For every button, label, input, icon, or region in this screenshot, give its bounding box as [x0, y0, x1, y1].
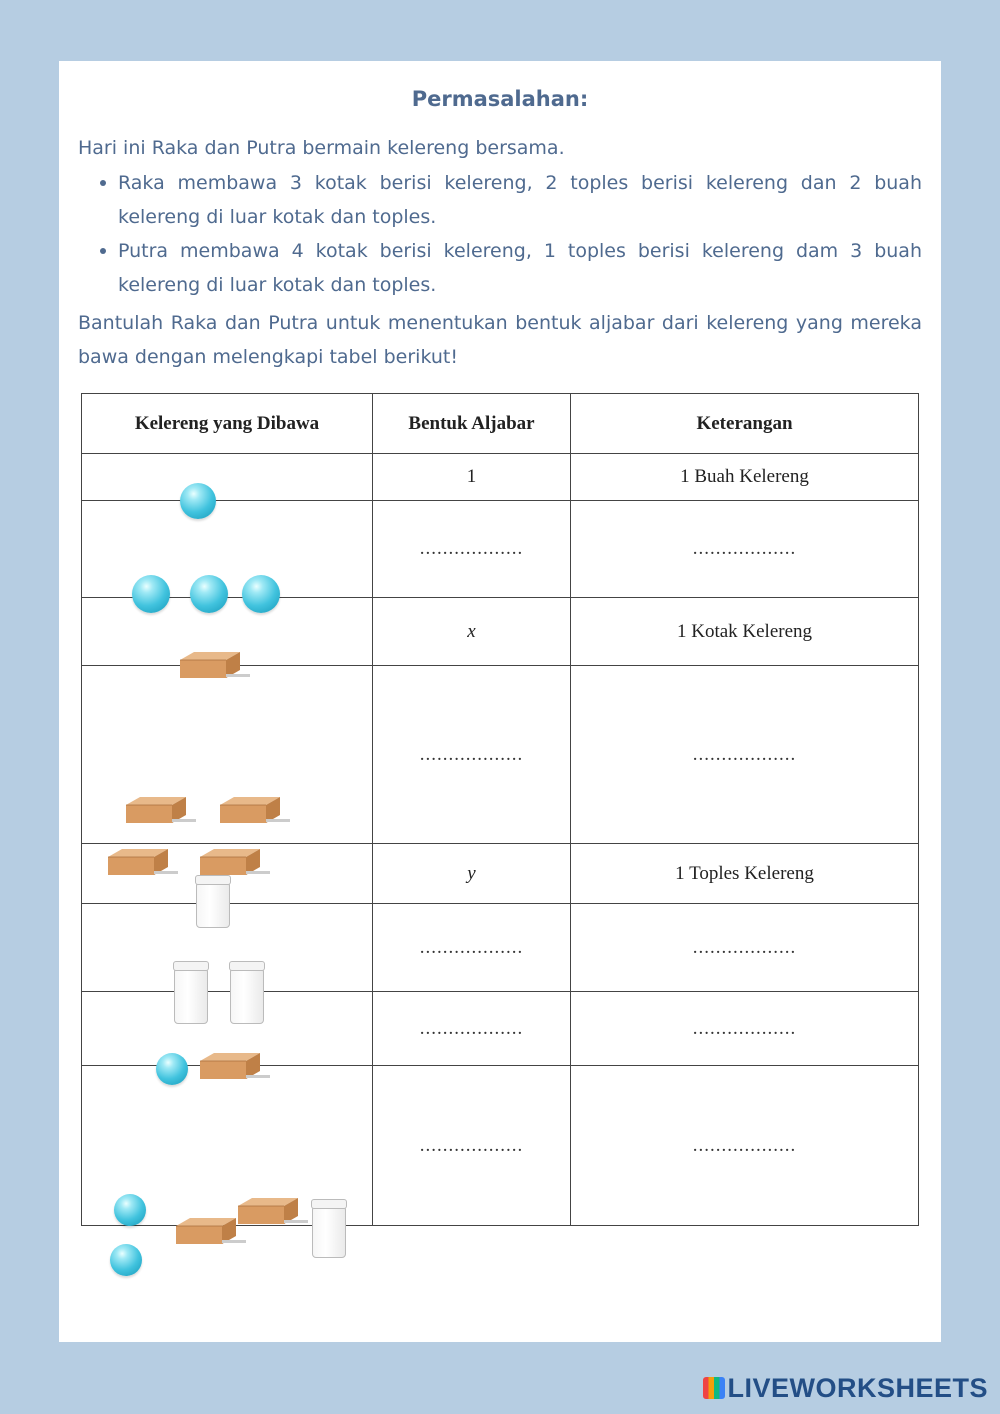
marble-icon: [180, 483, 216, 519]
liveworksheets-logo[interactable]: [703, 1373, 988, 1404]
marble-icon: [242, 575, 280, 613]
box-icon: [108, 847, 178, 877]
aljabar-answer-blank[interactable]: ..................: [373, 666, 571, 844]
bullet-putra: Putra membawa 4 kotak berisi kelereng, 1 toples berisi kelereng dam 3 buah kelereng di luar kotak dan toples.: [78, 234, 922, 302]
keterangan-cell: 1 Kotak Kelereng: [571, 598, 919, 666]
marble-icon: [110, 1244, 142, 1276]
aljabar-answer-blank[interactable]: ..................: [373, 501, 571, 598]
box-icon: [238, 1196, 308, 1226]
keterangan-answer-blank[interactable]: ..................: [571, 904, 919, 992]
problem-bullets: [78, 166, 922, 302]
jar-icon: [312, 1204, 346, 1258]
algebra-table: [81, 393, 919, 1226]
jar-icon: [230, 966, 264, 1024]
problem-title: Permasalahan:: [411, 87, 589, 111]
header-aljabar: Bentuk Aljabar: [373, 394, 571, 454]
box-icon: [176, 1216, 246, 1246]
table-row: [82, 666, 919, 844]
keterangan-cell: 1 Buah Kelereng: [571, 454, 919, 501]
bullet-raka: Raka membawa 3 kotak berisi kelereng, 2 toples berisi kelereng dan 2 buah kelereng di luar kotak dan toples.: [78, 166, 922, 234]
box-icon: [180, 650, 250, 680]
aljabar-answer-blank[interactable]: ..................: [373, 904, 571, 992]
problem-instruction: Bantulah Raka dan Putra untuk menentukan bentuk aljabar dari kelereng yang mereka bawa dengan melengkapi tabel berikut!: [78, 312, 922, 368]
marble-icon: [132, 575, 170, 613]
keterangan-answer-blank[interactable]: ..................: [571, 992, 919, 1066]
header-kelereng: Kelereng yang Dibawa: [82, 394, 373, 454]
keterangan-answer-blank[interactable]: ..................: [571, 501, 919, 598]
table-row: [82, 1066, 919, 1226]
table-header-row: [82, 394, 919, 454]
box-icon: [200, 847, 270, 877]
marble-icon: [114, 1194, 146, 1226]
worksheet-page: [59, 61, 941, 1342]
table-row: [82, 454, 919, 501]
box-icon: [200, 1051, 270, 1081]
marble-icon: [156, 1053, 188, 1085]
keterangan-answer-blank[interactable]: ..................: [571, 1066, 919, 1226]
aljabar-cell: 1: [373, 454, 571, 501]
problem-intro: Hari ini Raka dan Putra bermain kelereng bersama.: [78, 137, 565, 159]
liveworksheets-logo-icon: [703, 1377, 725, 1399]
aljabar-cell: x: [373, 598, 571, 666]
brand-name: LIVEWORKSHEETS: [727, 1373, 988, 1403]
jar-icon: [196, 880, 230, 928]
aljabar-answer-blank[interactable]: ..................: [373, 1066, 571, 1226]
marble-icon: [190, 575, 228, 613]
jar-icon: [174, 966, 208, 1024]
header-keterangan: Keterangan: [571, 394, 919, 454]
box-icon: [220, 795, 290, 825]
box-icon: [126, 795, 196, 825]
keterangan-answer-blank[interactable]: ..................: [571, 666, 919, 844]
keterangan-cell: 1 Toples Kelereng: [571, 844, 919, 904]
aljabar-answer-blank[interactable]: ..................: [373, 992, 571, 1066]
aljabar-cell: y: [373, 844, 571, 904]
